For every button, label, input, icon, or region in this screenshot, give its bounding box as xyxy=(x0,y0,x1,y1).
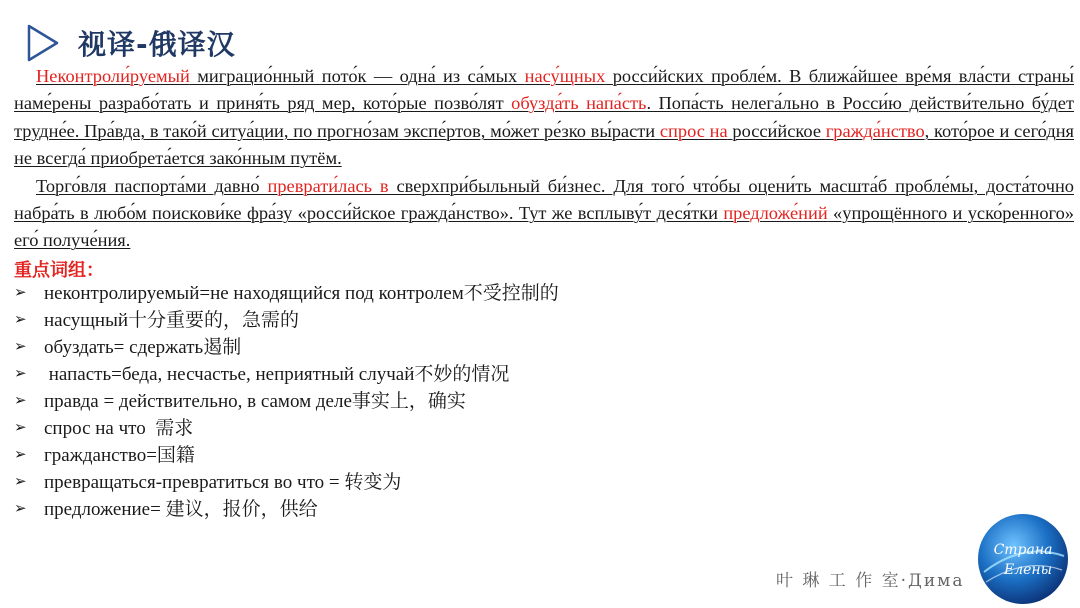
arrow-bullet-icon: ➢ xyxy=(14,339,27,355)
vocab-item-text: неконтролируемый=не находящийся под контролем不受控制的 xyxy=(44,283,559,304)
vocab-item-text: насущный十分重要的，急需的 xyxy=(44,310,300,331)
arrow-bullet-icon: ➢ xyxy=(14,474,27,490)
vocab-item xyxy=(14,442,914,469)
vocab-item xyxy=(14,496,914,523)
passage-text: , кото́рое и сего́дня не всегда́ приобрета́ется зако́нным путём. xyxy=(14,120,1074,169)
passage-paragraph-1 xyxy=(14,63,1074,173)
vocab-item xyxy=(14,415,914,442)
passage-text: росси́йское xyxy=(727,120,826,141)
strana-eleny-logo xyxy=(976,512,1070,606)
vocab-list xyxy=(14,280,914,523)
vocab-item xyxy=(14,469,914,496)
vocab-item-text: предложение= 建议，报价，供给 xyxy=(44,499,318,520)
highlighted-phrase: Неконтроли́руемый xyxy=(36,66,190,86)
passage-text: . Попа́сть нелега́льно в Росси́ю действи́тельно бу́дет трудне́е. Пра́вда, в тако́й ситуа́ции, по прогно́зам экспе́ртов, мо́жет ре́зко вы́расти xyxy=(14,93,1075,141)
arrow-bullet-icon: ➢ xyxy=(14,366,27,382)
vocab-item xyxy=(14,361,914,388)
logo-text-top: Страна xyxy=(993,542,1053,558)
highlighted-phrase: насу́щных xyxy=(524,66,606,86)
highlighted-phrase: спрос на xyxy=(659,120,728,141)
highlighted-phrase: гражда́нство xyxy=(825,120,925,141)
vocab-item-text: правда = действительно, в самом деле事实上，确实 xyxy=(44,391,466,412)
vocab-item xyxy=(14,307,914,334)
studio-credit: 叶 琳 工 作 室·Дима xyxy=(776,571,965,591)
vocab-item-text: гражданство=国籍 xyxy=(44,445,195,466)
passage-text: миграцио́нный пото́к — одна́ из са́мых xyxy=(189,66,525,86)
arrow-bullet-icon: ➢ xyxy=(14,393,27,409)
passage-paragraph-2 xyxy=(14,173,1074,255)
arrow-bullet-icon: ➢ xyxy=(14,312,27,328)
vocab-item xyxy=(14,334,914,361)
vocab-item xyxy=(14,388,914,415)
key-phrases-heading: 重点词组： xyxy=(14,260,104,281)
passage-text: росси́йских пробле́м. В ближа́йшее вре́мя вла́сти страны́ наме́рены разрабо́тать и приня́ть ряд мер, кото́рые позво́лят xyxy=(14,66,1074,114)
highlighted-phrase: обузда́ть напа́сть xyxy=(511,93,647,114)
highlighted-phrase: предложе́ний xyxy=(723,203,828,224)
slide-title: 视译-俄译汉 xyxy=(78,28,236,61)
slide-header xyxy=(26,20,236,66)
vocab-item-text: превращаться-превратиться во что = 转变为 xyxy=(44,472,402,493)
passage-text: «упрощённого и уско́ренного» его́ получе́ния. xyxy=(14,203,1074,251)
passage-text: Торго́вля паспорта́ми давно́ xyxy=(36,175,268,196)
arrow-bullet-icon: ➢ xyxy=(14,501,27,517)
logo-text-bottom: Елены xyxy=(1003,562,1053,578)
russian-passage xyxy=(14,63,1074,255)
vocab-item-text: напасть=беда, несчастье, неприятный случай不妙的情况 xyxy=(44,364,510,385)
arrow-bullet-icon: ➢ xyxy=(14,447,27,463)
highlighted-phrase: преврати́лась в xyxy=(267,175,389,196)
arrow-bullet-icon: ➢ xyxy=(14,285,27,301)
vocab-item-text: спрос на что 需求 xyxy=(44,418,194,439)
play-triangle-outline-icon xyxy=(26,23,60,63)
vocab-item-text: обуздать= сдержать遏制 xyxy=(44,337,242,358)
arrow-bullet-icon: ➢ xyxy=(14,420,27,436)
vocab-item xyxy=(14,280,914,307)
passage-text: сверхпри́быльный би́знес. Для того́ что́бы оцени́ть масшта́б пробле́мы, доста́точно набра́ть в любо́м поискови́ке фра́зу «росси́йское гражда́нство». Тут же всплыву́т деся́тки xyxy=(14,175,1075,224)
